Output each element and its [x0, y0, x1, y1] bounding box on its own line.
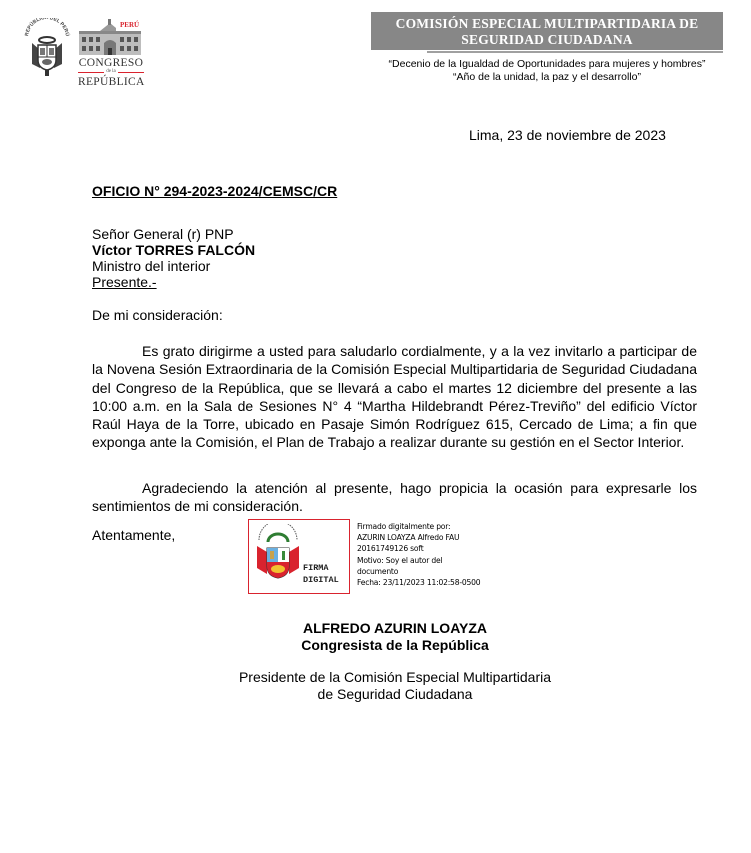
sig-info-line: Fecha: 23/11/2023 11:02:58-0500 — [357, 578, 481, 588]
sig-info-line: Motivo: Soy el autor del — [357, 555, 443, 565]
letter-date: Lima, 23 de noviembre de 2023 — [469, 127, 666, 143]
logo-dela-text: de la — [106, 69, 116, 74]
sig-info-line: 20161749126 soft — [357, 544, 424, 554]
digital-signature-stamp — [248, 519, 350, 594]
congress-logo — [76, 17, 146, 89]
sig-info-line: AZURIN LOAYZA Alfredo FAU — [357, 533, 460, 543]
sig-info-line: Firmado digitalmente por: — [357, 522, 451, 531]
coat-of-arms-icon — [22, 18, 72, 82]
commission-title-line1: COMISIÓN ESPECIAL MULTIPARTIDARIA DE — [395, 16, 699, 31]
coat-of-arms-text — [24, 18, 71, 37]
recipient-presente: Presente.- — [92, 274, 157, 290]
signer-role-line1: Presidente de la Comisión Especial Multipartidaria — [238, 669, 552, 685]
logo-peru-text: PERÚ — [120, 21, 140, 29]
greeting: De mi consideración: — [92, 307, 223, 323]
logo-dela-wrap — [78, 69, 144, 75]
commission-header — [371, 12, 723, 50]
recipient-position: Ministro del interior — [92, 258, 211, 274]
coat-of-arms-logo — [22, 18, 72, 82]
logo-republica-text: REPÚBLICA — [78, 76, 145, 88]
signer-role-line2: de Seguridad Ciudadana — [317, 686, 473, 702]
body-paragraph-1: Es grato dirigirme a usted para saludarlo cordialmente, y a la vez invitarlo a participar de la Novena Sesión Extraordinaria de la Comisión Especial Multipartidaria de Seguridad Ciudadana del Congreso de la República, que se llevará a cabo el martes 12 diciembre del presente a las 10:00 a.m. en la Sala de Sesiones N° 4 “Martha Hildebrandt Pérez-Treviño” del edificio Víctor Raúl Haya de la Torre, ubicado en Pasaje Simón Rodríguez 615, Cercado de Lima; a fin que exponga ante la Comisión, el Plan de Trabajo a realizar durante su gestión en el Sector Interior. — [92, 343, 697, 451]
closing: Atentamente, — [92, 527, 176, 543]
commission-title-line2: SEGURIDAD CIUDADANA — [461, 32, 633, 47]
congress-building-icon — [76, 17, 146, 57]
digital-signature-info — [357, 521, 480, 588]
oficio-reference: OFICIO N° 294-2023-2024/CEMSC/CR — [92, 183, 338, 199]
recipient-name: Víctor TORRES FALCÓN — [92, 242, 256, 258]
firma-label-line2: DIGITAL — [303, 575, 339, 585]
motto-year: “Año de la unidad, la paz y el desarrollo” — [453, 71, 641, 83]
sig-info-line: documento — [357, 566, 399, 576]
motto-decenio: “Decenio de la Igualdad de Oportunidades para mujeres y hombres” — [388, 58, 706, 70]
firma-digital-label — [303, 562, 339, 586]
logo-congreso-text: CONGRESO — [78, 57, 144, 69]
peru-seal-icon — [253, 524, 303, 590]
firma-label-line1: FIRMA — [303, 563, 329, 573]
recipient-title: Señor General (r) PNP — [92, 226, 234, 242]
header-divider — [427, 51, 723, 53]
body-paragraph-2: Agradeciendo la atención al presente, hago propicia la ocasión para expresarle los sentimientos de mi consideración. — [92, 480, 697, 515]
signer-title: Congresista de la República — [301, 637, 489, 653]
signer-name: ALFREDO AZURIN LOAYZA — [302, 620, 488, 636]
coat-of-arms-text-path: REPÚBLICA DEL PERÚ — [24, 18, 70, 37]
